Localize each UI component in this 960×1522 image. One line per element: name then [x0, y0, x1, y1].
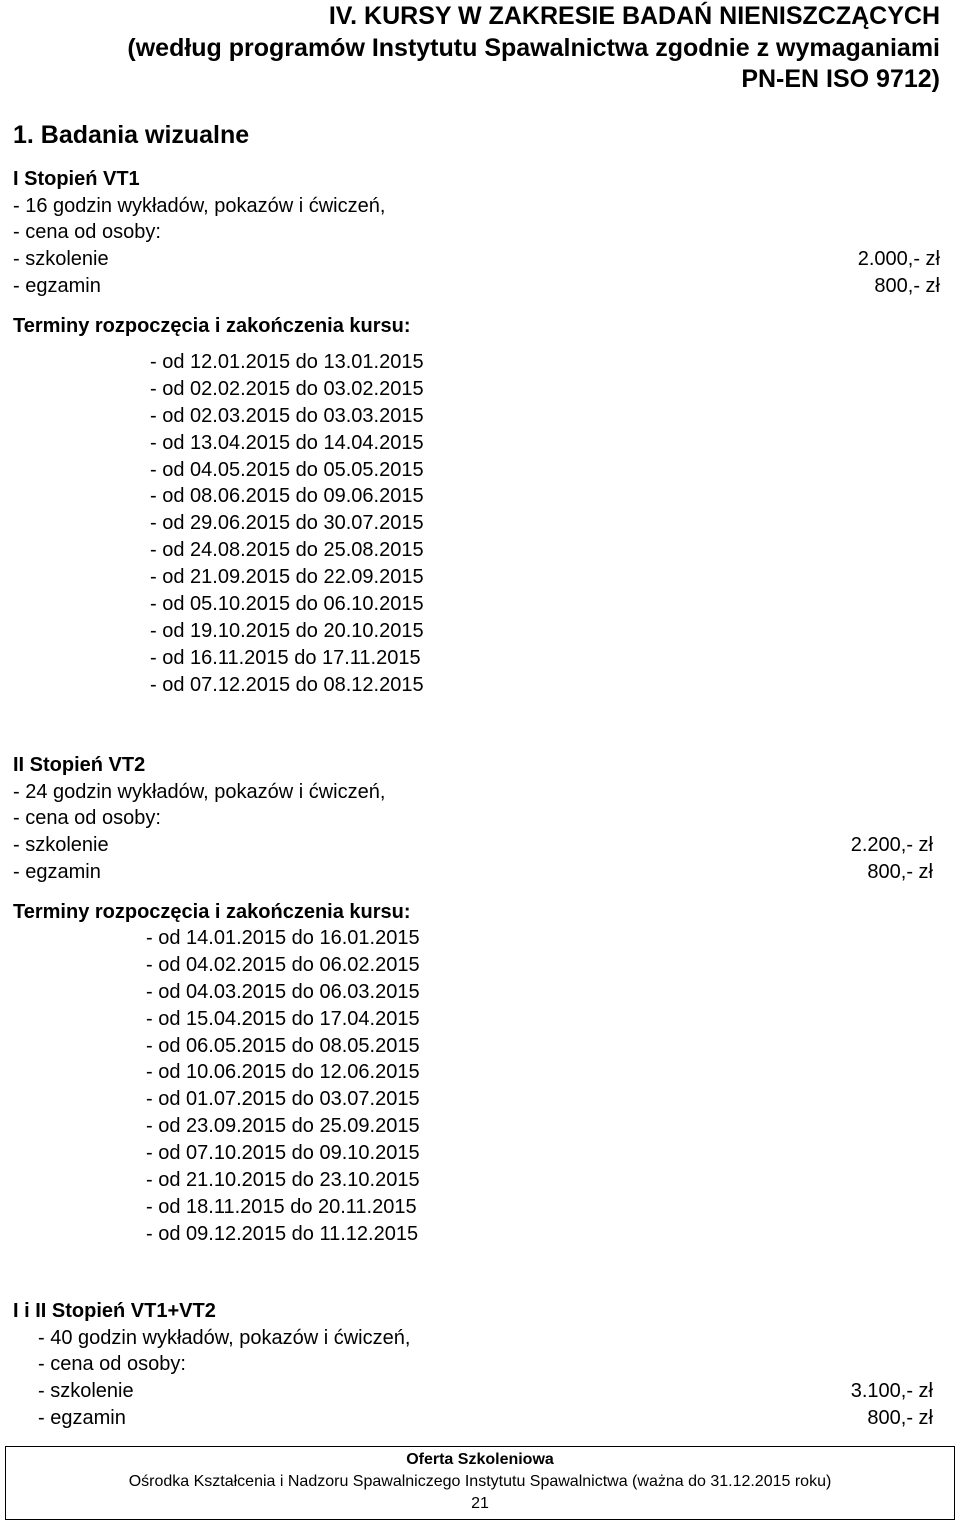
date-item: - od 02.03.2015 do 03.03.2015 — [150, 404, 424, 427]
exam-label: - egzamin — [13, 275, 101, 297]
level-title: I Stopień VT1 — [13, 168, 140, 190]
date-item: - od 04.05.2015 do 05.05.2015 — [150, 458, 424, 481]
page-number: 21 — [471, 1495, 489, 1512]
date-item: - od 07.12.2015 do 08.12.2015 — [150, 673, 424, 696]
exam-label: - egzamin — [13, 861, 101, 883]
date-item: - od 01.07.2015 do 03.07.2015 — [146, 1088, 420, 1111]
date-item: - od 10.06.2015 do 12.06.2015 — [146, 1061, 420, 1084]
date-item: - od 14.01.2015 do 16.01.2015 — [146, 927, 420, 949]
exam-label: - egzamin — [38, 1407, 126, 1429]
document-heading-line-1: IV. KURSY W ZAKRESIE BADAŃ NIENISZCZĄCYCH — [328, 2, 940, 30]
date-item: - od 05.10.2015 do 06.10.2015 — [150, 593, 424, 616]
level-title: I i II Stopień VT1+VT2 — [13, 1300, 216, 1322]
hours-text: - 40 godzin wykładów, pokazów i ćwiczeń, — [38, 1327, 411, 1349]
date-item: - od 23.09.2015 do 25.09.2015 — [146, 1115, 420, 1138]
section-title: 1. Badania wizualne — [13, 121, 250, 149]
date-list — [146, 925, 420, 1248]
date-item: - od 19.10.2015 do 20.10.2015 — [150, 619, 424, 642]
date-item: - od 21.10.2015 do 23.10.2015 — [146, 1169, 420, 1192]
price-label: - cena od osoby: — [38, 1353, 186, 1375]
training-price: 2.200,- zł — [850, 834, 933, 856]
date-item: - od 02.02.2015 do 03.02.2015 — [150, 377, 424, 400]
footer-subtitle: Ośrodka Kształcenia i Nadzoru Spawalniczego Instytutu Spawalnictwa (ważna do 31.12.2015 roku) — [128, 1473, 832, 1490]
date-item: - od 09.12.2015 do 11.12.2015 — [146, 1222, 419, 1245]
training-label: - szkolenie — [13, 248, 109, 270]
terms-title: Terminy rozpoczęcia i zakończenia kursu: — [13, 901, 411, 923]
training-label: - szkolenie — [13, 834, 109, 856]
date-item: - od 07.10.2015 do 09.10.2015 — [146, 1142, 420, 1165]
date-item: - od 04.02.2015 do 06.02.2015 — [146, 953, 420, 976]
price-label: - cena od osoby: — [13, 221, 161, 243]
date-item: - od 21.09.2015 do 22.09.2015 — [150, 566, 424, 589]
document-heading-line-2: (według programów Instytutu Spawalnictwa zgodnie z wymaganiami — [127, 34, 940, 62]
price-label: - cena od osoby: — [13, 807, 161, 829]
date-item: - od 12.01.2015 do 13.01.2015 — [150, 351, 424, 373]
date-item: - od 13.04.2015 do 14.04.2015 — [150, 431, 424, 454]
date-item: - od 24.08.2015 do 25.08.2015 — [150, 539, 424, 562]
training-label: - szkolenie — [38, 1380, 134, 1402]
exam-price: 800,- zł — [867, 861, 933, 883]
level-title: II Stopień VT2 — [13, 754, 146, 776]
date-item: - od 15.04.2015 do 17.04.2015 — [146, 1007, 420, 1030]
date-item: - od 18.11.2015 do 20.11.2015 — [146, 1195, 417, 1218]
training-price: 3.100,- zł — [850, 1380, 933, 1402]
date-item: - od 08.06.2015 do 09.06.2015 — [150, 485, 424, 508]
exam-price: 800,- zł — [867, 1407, 933, 1429]
date-item: - od 16.11.2015 do 17.11.2015 — [150, 646, 421, 669]
training-price: 2.000,- zł — [857, 248, 940, 270]
exam-price: 800,- zł — [874, 275, 940, 297]
hours-text: - 24 godzin wykładów, pokazów i ćwiczeń, — [13, 781, 386, 803]
terms-title: Terminy rozpoczęcia i zakończenia kursu: — [13, 315, 411, 337]
date-item: - od 29.06.2015 do 30.07.2015 — [150, 512, 424, 535]
document-heading-line-3: PN-EN ISO 9712) — [741, 65, 940, 93]
date-item: - od 04.03.2015 do 06.03.2015 — [146, 980, 420, 1003]
page-footer — [5, 1446, 955, 1520]
date-item: - od 06.05.2015 do 08.05.2015 — [146, 1034, 420, 1057]
footer-title: Oferta Szkoleniowa — [406, 1451, 554, 1468]
date-list — [150, 349, 424, 699]
hours-text: - 16 godzin wykładów, pokazów i ćwiczeń, — [13, 195, 386, 217]
